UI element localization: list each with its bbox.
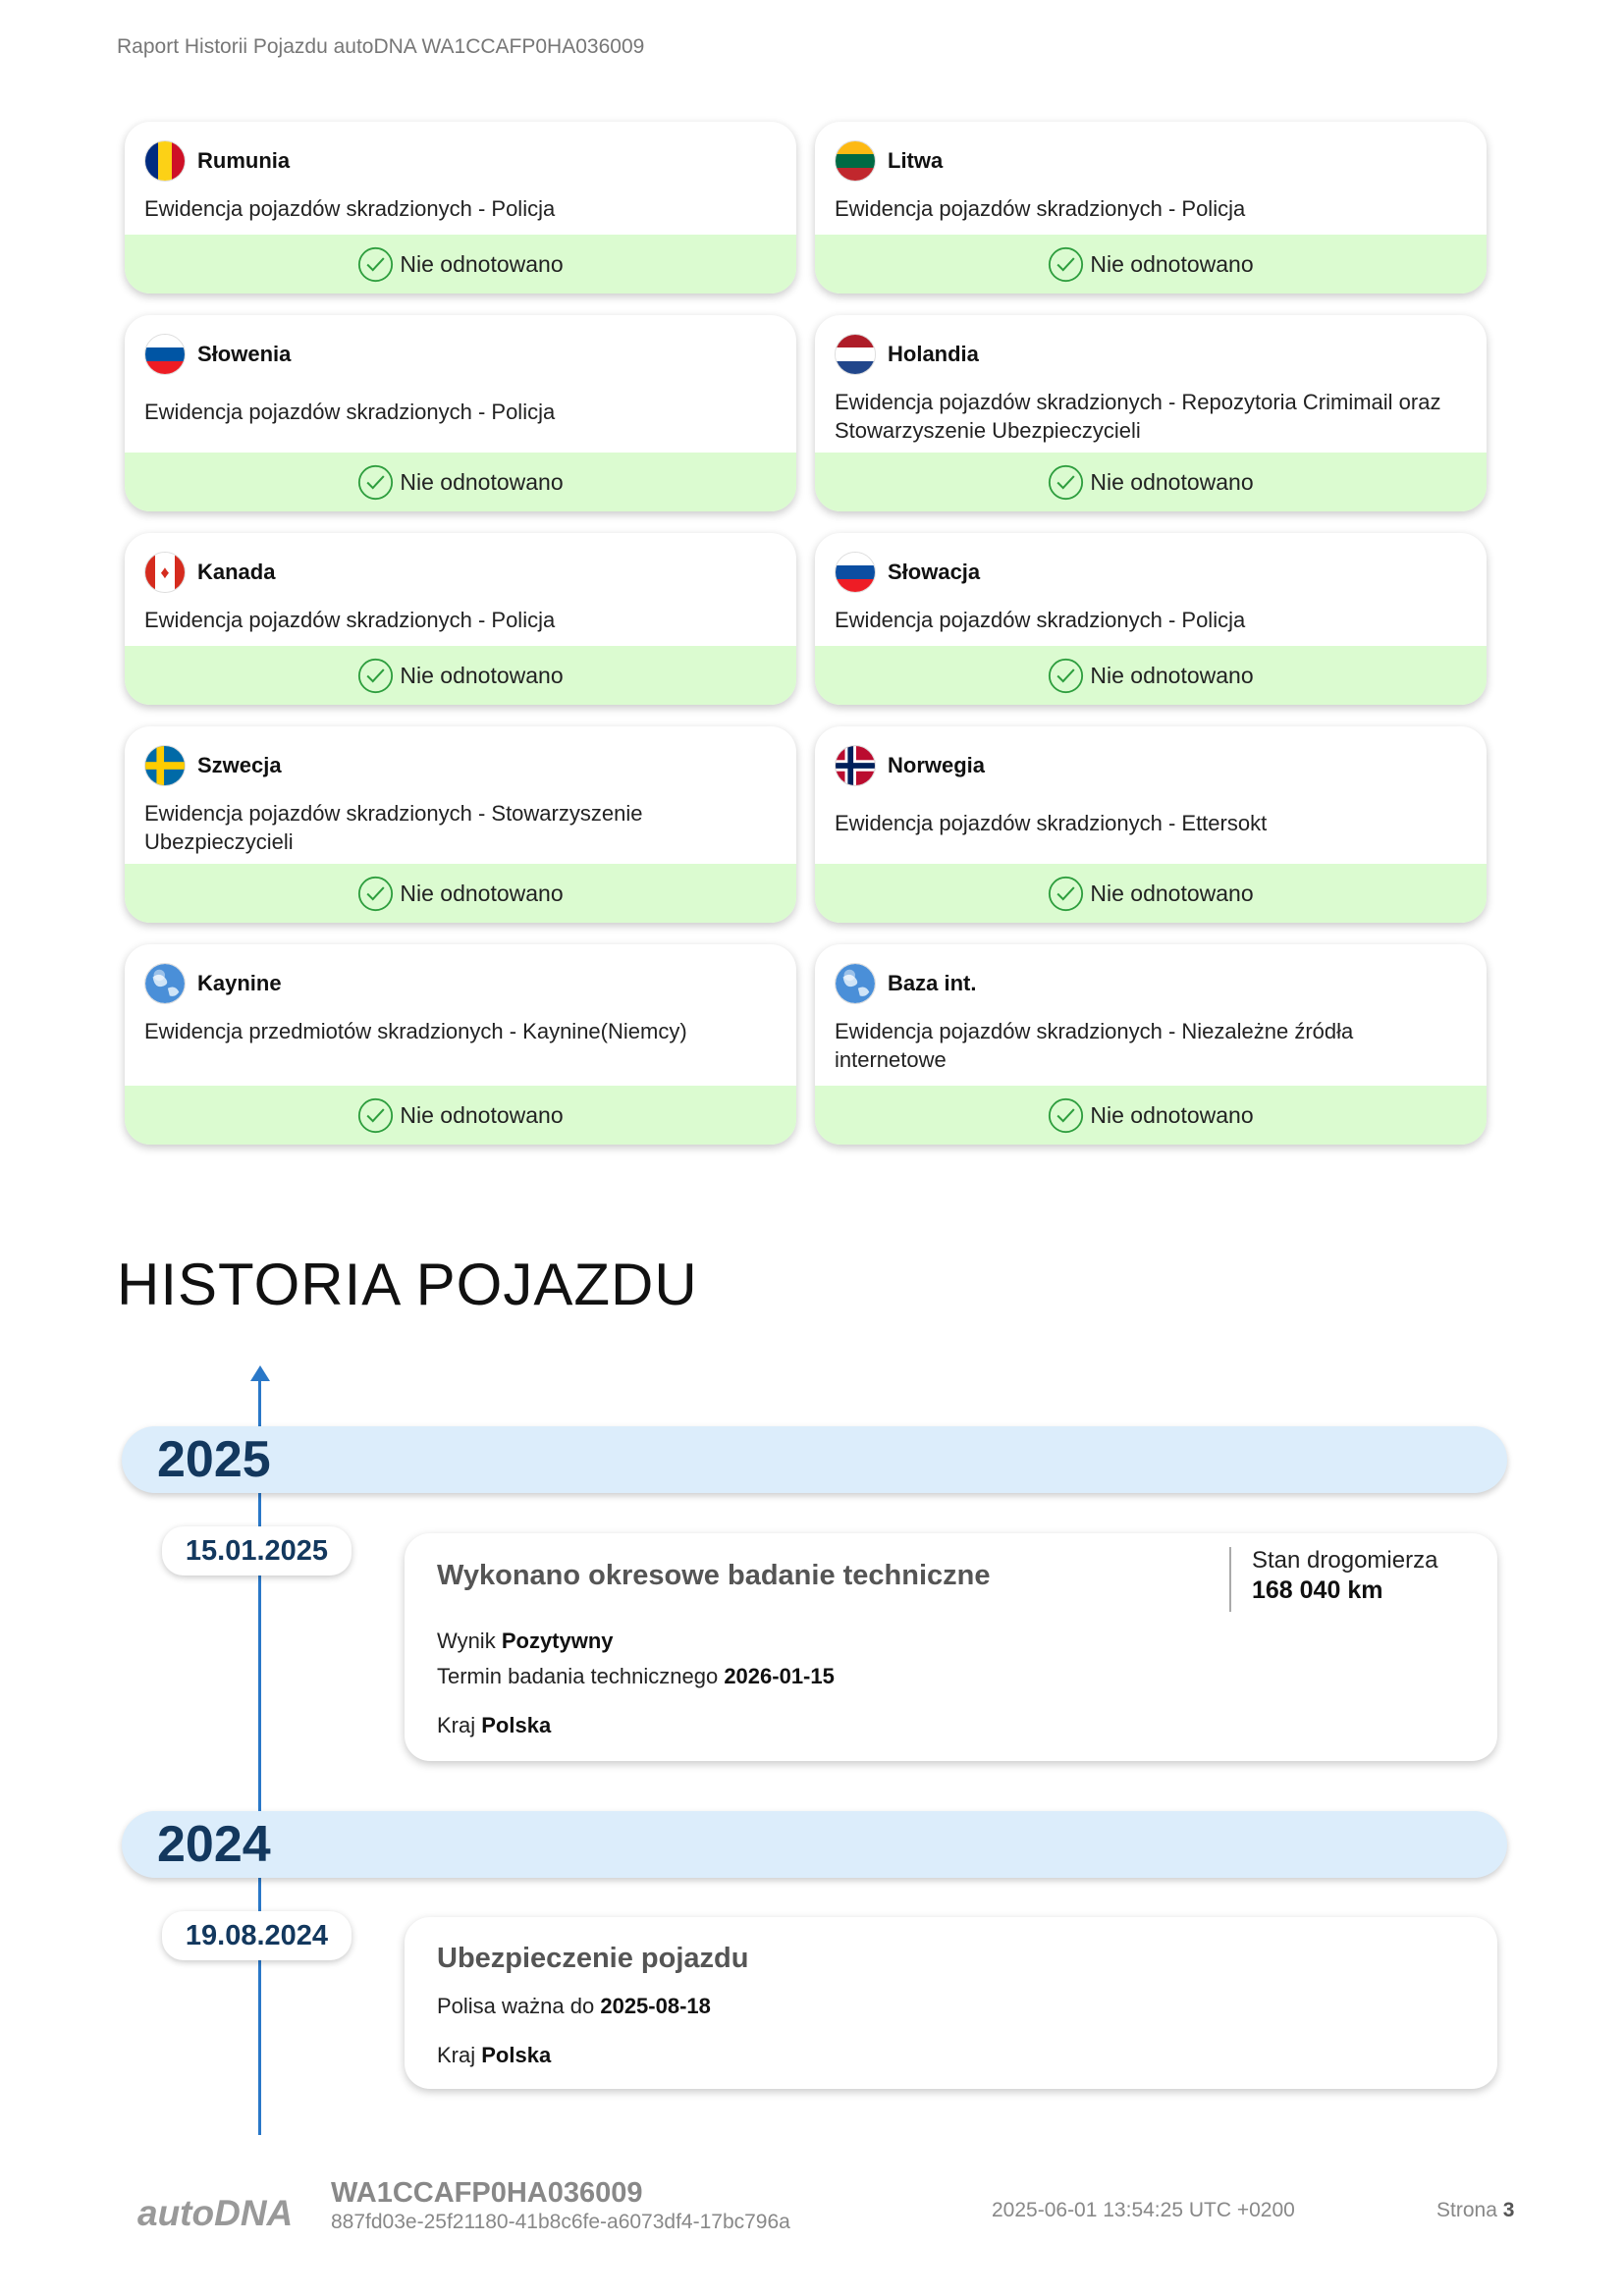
odometer-value: 168 040 km [1252, 1576, 1383, 1604]
check-card [125, 533, 796, 705]
flag-sweden-icon [144, 745, 186, 786]
check-card [815, 533, 1487, 705]
check-status [815, 646, 1487, 705]
check-status [125, 235, 796, 294]
date-pill: 19.08.2024 [162, 1911, 352, 1960]
country-name: Baza int. [888, 971, 977, 995]
check-card [815, 944, 1487, 1145]
country-line: Kraj Polska [437, 2043, 552, 2067]
check-circle-icon [357, 1097, 394, 1134]
check-description: Ewidencja przedmiotów skradzionych - Kaynine(Niemcy) [144, 1019, 687, 1043]
status-text: Nie odnotowano [400, 880, 564, 906]
stolen-checks-grid [125, 122, 1487, 1145]
check-status [815, 864, 1487, 923]
status-text: Nie odnotowano [400, 662, 564, 688]
status-text: Nie odnotowano [400, 1101, 564, 1128]
check-description: Ewidencja pojazdów skradzionych - Policja [144, 400, 556, 424]
status-text: Nie odnotowano [1090, 662, 1254, 688]
footer-hash: 887fd03e-25f21180-41b8c6fe-a6073df4-17bc796a [331, 2211, 790, 2233]
check-card [125, 726, 796, 923]
check-description: Ewidencja pojazdów skradzionych - Ettersokt [835, 811, 1268, 835]
flag-norway-icon [835, 745, 876, 786]
flag-lithuania-icon [835, 140, 876, 182]
status-text: Nie odnotowano [400, 250, 564, 277]
year-bar [122, 1426, 1507, 1493]
check-card [125, 122, 796, 294]
footer-timestamp: 2025-06-01 13:54:25 UTC +0200 [992, 2199, 1295, 2221]
flag-canada-icon: ♦ [144, 552, 186, 593]
status-text: Nie odnotowano [1090, 880, 1254, 906]
check-description: Ewidencja pojazdów skradzionych - Repozytoria Crimimail oraz Stowarzyszenie Ubezpieczycieli [835, 390, 1441, 443]
flag-slovakia-icon [835, 552, 876, 593]
country-name: Rumunia [197, 148, 291, 173]
country-name: Kaynine [197, 971, 282, 995]
check-status [125, 1086, 796, 1145]
check-status [125, 453, 796, 511]
country-name: Norwegia [888, 753, 986, 777]
event-card-inspection [405, 1533, 1497, 1761]
check-circle-icon [1048, 1097, 1084, 1134]
check-circle-icon [357, 876, 394, 912]
status-text: Nie odnotowano [1090, 1101, 1254, 1128]
status-text: Nie odnotowano [1090, 468, 1254, 495]
check-status [125, 864, 796, 923]
check-status [815, 1086, 1487, 1145]
check-description: Ewidencja pojazdów skradzionych - Stowarzyszenie Ubezpieczycieli [144, 801, 643, 854]
check-status [815, 453, 1487, 511]
country-name: Słowacja [888, 560, 981, 584]
flag-romania-icon [144, 140, 186, 182]
check-circle-icon [1048, 246, 1084, 283]
year-label: 2025 [157, 1431, 271, 1488]
check-description: Ewidencja pojazdów skradzionych - Policja [835, 608, 1246, 632]
check-description: Ewidencja pojazdów skradzionych - Policja [835, 196, 1246, 221]
check-circle-icon [357, 464, 394, 501]
date-pill: 15.01.2025 [162, 1526, 352, 1575]
check-card [125, 944, 796, 1145]
globe-icon [144, 963, 186, 1004]
autodna-logo: autoDNA [137, 2193, 294, 2233]
check-circle-icon [1048, 876, 1084, 912]
check-description: Ewidencja pojazdów skradzionych - Policja [144, 196, 556, 221]
deadline-line: Termin badania technicznego 2026-01-15 [437, 1664, 835, 1688]
flag-slovenia-icon [144, 334, 186, 375]
globe-icon [835, 963, 876, 1004]
status-text: Nie odnotowano [400, 468, 564, 495]
check-circle-icon [1048, 658, 1084, 694]
policy-line: Polisa ważna do 2025-08-18 [437, 1994, 711, 2018]
check-circle-icon [357, 246, 394, 283]
year-label: 2024 [157, 1816, 271, 1873]
footer-vin: WA1CCAFP0HA036009 [331, 2177, 643, 2209]
page-number: Strona 3 [1436, 2199, 1515, 2221]
check-card [815, 726, 1487, 923]
country-name: Szwecja [197, 753, 282, 777]
check-description: Ewidencja pojazdów skradzionych - Policja [144, 608, 556, 632]
event-title: Wykonano okresowe badanie techniczne [437, 1560, 991, 1591]
event-title: Ubezpieczenie pojazdu [437, 1943, 749, 1974]
country-name: Kanada [197, 560, 276, 584]
odometer-label: Stan drogomierza [1252, 1547, 1438, 1574]
check-circle-icon [1048, 464, 1084, 501]
odometer [1229, 1547, 1437, 1612]
status-text: Nie odnotowano [1090, 250, 1254, 277]
report-header: Raport Historii Pojazdu autoDNA WA1CCAFP0HA036009 [117, 35, 645, 58]
country-name: Litwa [888, 148, 944, 173]
flag-netherlands-icon [835, 334, 876, 375]
country-name: Słowenia [197, 342, 292, 366]
check-status [815, 235, 1487, 294]
year-bar [122, 1811, 1507, 1878]
result-line: Wynik Pozytywny [437, 1629, 614, 1653]
check-status [125, 646, 796, 705]
check-circle-icon [357, 658, 394, 694]
country-name: Holandia [888, 342, 979, 366]
check-card [815, 315, 1487, 511]
check-description: Ewidencja pojazdów skradzionych - Niezależne źródła internetowe [835, 1019, 1354, 1072]
check-card [125, 315, 796, 511]
check-card [815, 122, 1487, 294]
country-line: Kraj Polska [437, 1713, 552, 1737]
section-title: HISTORIA POJAZDU [117, 1252, 698, 1317]
event-card-insurance [405, 1917, 1497, 2089]
